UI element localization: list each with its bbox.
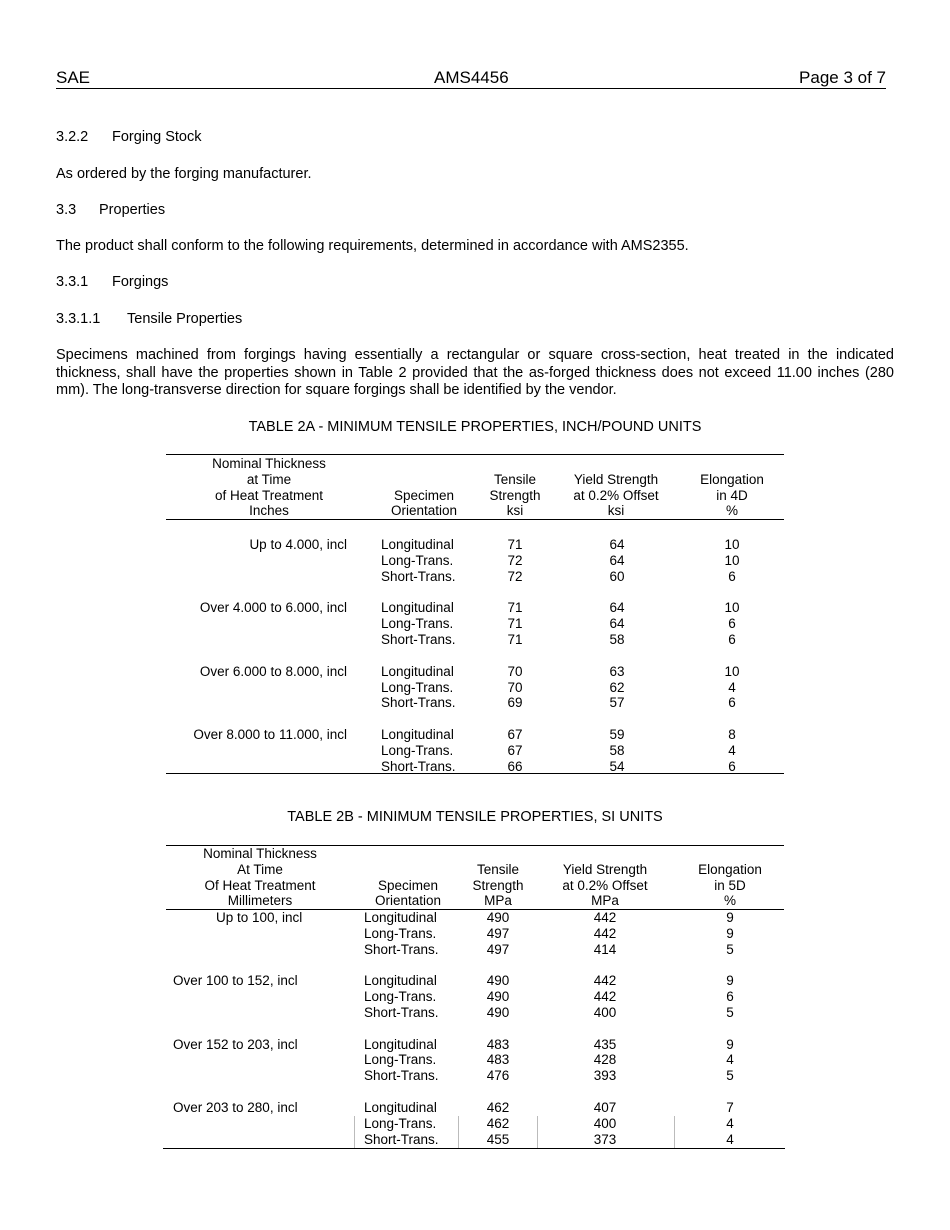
tensile-strength-cell: 67 (507, 743, 523, 758)
column-header-0 (180, 846, 340, 909)
column-header-line: at 0.2% Offset (562, 877, 648, 893)
column-header-line: Strength (489, 487, 541, 503)
elongation-cell: 4 (726, 1131, 734, 1147)
paragraph-tensile: Specimens machined from forgings having essentially a rectangular or square cross-section, heat treated in the indicated thickness, shall have the properties shown in Table 2 provided that the as-forged thickness does not exceed 11.00 inches (280 mm). The long-transverse direction for square forgings shall be identified by the vendor. (56, 347, 894, 398)
tensile-strength-cell: 476 (486, 1068, 510, 1084)
column-header-line: at Time (246, 471, 292, 487)
column-header-0 (189, 456, 349, 519)
elongation-cell: 9 (726, 910, 734, 925)
yield-strength-cell: 407 (593, 1099, 617, 1115)
yield-strength-cell: 60 (609, 568, 625, 584)
orientation-cell: Long-Trans. (364, 925, 437, 941)
column-header-3 (556, 456, 676, 519)
elongation-cell: 6 (728, 758, 736, 774)
orientation-cell: Longitudinal (381, 600, 454, 616)
thickness-range-cell: Over 6.000 to 8.000, incl (199, 663, 347, 679)
orientation-cell: Long-Trans. (364, 989, 437, 1005)
column-header-line (556, 456, 676, 472)
orientation-cell: Short-Trans. (381, 632, 456, 647)
column-separator (458, 1116, 459, 1148)
orientation-cell: Long-Trans. (381, 679, 454, 695)
tensile-strength-cell: 455 (486, 1131, 510, 1147)
paragraph-properties: The product shall conform to the following requirements, determined in accordance with AMS2355. (56, 238, 689, 254)
header-org: SAE (56, 68, 91, 87)
tensile-strength-cell: 66 (507, 758, 523, 774)
elongation-cell: 9 (726, 1036, 734, 1052)
tensile-strength-cell: 462 (486, 1099, 510, 1115)
tensile-strength-cell: 462 (486, 1115, 510, 1131)
thickness-range-cell: Over 203 to 280, incl (173, 1099, 298, 1115)
elongation-cell: 9 (726, 925, 734, 941)
column-header-line: Nominal Thickness (212, 456, 326, 471)
elongation-cell: 4 (728, 743, 736, 758)
tensile-strength-cell: 70 (507, 663, 523, 679)
section-heading-3-3-1-1 (56, 311, 242, 328)
yield-strength-cell: 442 (593, 989, 617, 1005)
thickness-range-cell: Over 4.000 to 6.000, incl (199, 600, 347, 616)
orientation-cell: Long-Trans. (364, 1115, 437, 1131)
table-2a-caption: TABLE 2A - MINIMUM TENSILE PROPERTIES, INCH/POUND UNITS (248, 419, 702, 435)
column-header-line: Yield Strength (573, 471, 659, 487)
elongation-cell: 6 (728, 695, 736, 711)
column-separator (354, 1116, 355, 1148)
section-heading-3-3-1 (56, 274, 168, 291)
elongation-cell: 4 (726, 1052, 734, 1068)
yield-strength-cell: 442 (593, 910, 617, 925)
section-number: 3.2.2 (56, 129, 89, 145)
orientation-cell: Longitudinal (381, 663, 454, 679)
yield-strength-cell: 414 (593, 941, 617, 957)
column-header-line (670, 846, 790, 862)
column-header-line: Of Heat Treatment (204, 877, 316, 893)
orientation-cell: Long-Trans. (381, 616, 454, 632)
elongation-cell: 9 (726, 973, 734, 989)
yield-strength-cell: 400 (593, 1004, 617, 1020)
column-header-line (458, 846, 538, 862)
column-header-line (672, 456, 792, 472)
tensile-strength-cell: 483 (486, 1036, 510, 1052)
column-header-line (372, 456, 476, 472)
orientation-cell: Short-Trans. (364, 1131, 439, 1147)
elongation-cell: 5 (726, 941, 734, 957)
orientation-cell: Short-Trans. (381, 758, 456, 774)
column-header-line: Elongation (698, 861, 762, 877)
table-2b-caption: TABLE 2B - MINIMUM TENSILE PROPERTIES, SI UNITS (287, 809, 663, 825)
tensile-strength-cell: 67 (507, 727, 523, 743)
column-header-line: of Heat Treatment (214, 487, 324, 503)
column-header-line: Yield Strength (562, 861, 648, 877)
tensile-strength-cell: 70 (507, 679, 523, 695)
column-header-line: MPa (591, 893, 619, 909)
table-2b-bottom-rule (163, 1148, 785, 1149)
elongation-cell: 10 (724, 552, 740, 568)
elongation-cell: 5 (726, 1004, 734, 1020)
yield-strength-cell: 435 (593, 1036, 617, 1052)
elongation-cell: 5 (726, 1068, 734, 1084)
table-2a (0, 456, 950, 774)
orientation-cell: Longitudinal (364, 1099, 437, 1115)
column-header-line: MPa (484, 893, 512, 909)
column-header-line: Specimen (377, 877, 439, 893)
elongation-cell: 10 (724, 663, 740, 679)
column-separator (537, 1116, 538, 1148)
column-header-2 (475, 456, 555, 519)
column-header-line: Specimen (393, 487, 455, 503)
yield-strength-cell: 400 (593, 1115, 617, 1131)
orientation-cell: Short-Trans. (364, 1068, 439, 1084)
yield-strength-cell: 59 (609, 727, 625, 743)
orientation-cell: Longitudinal (364, 1036, 437, 1052)
section-heading-3-3 (56, 202, 165, 219)
elongation-cell: 10 (724, 537, 740, 552)
yield-strength-cell: 58 (609, 743, 625, 758)
column-header-line: % (723, 893, 736, 909)
column-header-line: Elongation (700, 471, 764, 487)
elongation-cell: 8 (728, 727, 736, 743)
page-header (56, 68, 886, 89)
column-header-2 (458, 846, 538, 909)
column-header-line: Inches (249, 503, 289, 519)
table-2b (0, 846, 950, 1148)
orientation-cell: Long-Trans. (381, 552, 454, 568)
tensile-strength-cell: 490 (486, 1004, 510, 1020)
header-page-number: Page 3 of 7 (799, 68, 886, 87)
thickness-range-cell: Over 152 to 203, incl (173, 1036, 298, 1052)
column-header-line (475, 456, 555, 472)
yield-strength-cell: 373 (593, 1131, 617, 1147)
orientation-cell: Short-Trans. (364, 1004, 439, 1020)
column-separator (674, 1116, 675, 1148)
column-header-line (545, 846, 665, 862)
tensile-strength-cell: 72 (507, 568, 523, 584)
column-header-line: ksi (506, 503, 524, 519)
column-header-4 (670, 846, 790, 909)
tensile-strength-cell: 490 (486, 989, 510, 1005)
column-header-line: Tensile (476, 861, 520, 877)
elongation-cell: 6 (728, 568, 736, 584)
tensile-strength-cell: 497 (486, 925, 510, 941)
yield-strength-cell: 393 (593, 1068, 617, 1084)
tensile-strength-cell: 483 (486, 1052, 510, 1068)
column-header-line (356, 862, 460, 878)
orientation-cell: Longitudinal (381, 537, 454, 552)
column-header-line: Orientation (374, 893, 442, 909)
tensile-strength-cell: 72 (507, 552, 523, 568)
column-header-line: % (725, 503, 738, 519)
column-header-line: Strength (472, 877, 524, 893)
column-header-line (372, 472, 476, 488)
orientation-cell: Long-Trans. (364, 1052, 437, 1068)
column-header-line (356, 846, 460, 862)
tensile-strength-cell: 71 (507, 616, 523, 632)
column-header-line: ksi (607, 503, 625, 519)
yield-strength-cell: 58 (609, 632, 625, 647)
yield-strength-cell: 64 (609, 616, 625, 632)
column-header-line: in 4D (716, 487, 748, 503)
column-header-line: Tensile (493, 471, 537, 487)
yield-strength-cell: 54 (609, 758, 625, 774)
tensile-strength-cell: 71 (507, 600, 523, 616)
elongation-cell: 10 (724, 600, 740, 616)
column-header-line: at 0.2% Offset (573, 487, 659, 503)
yield-strength-cell: 62 (609, 679, 625, 695)
section-title: Tensile Properties (127, 311, 243, 327)
column-header-line: Orientation (390, 503, 458, 519)
section-number: 3.3.1.1 (56, 311, 101, 327)
section-title: Forging Stock (112, 129, 202, 145)
section-title: Properties (99, 202, 166, 218)
yield-strength-cell: 57 (609, 695, 625, 711)
yield-strength-cell: 442 (593, 925, 617, 941)
orientation-cell: Longitudinal (381, 727, 454, 743)
tensile-strength-cell: 490 (486, 973, 510, 989)
elongation-cell: 7 (726, 1099, 734, 1115)
orientation-cell: Short-Trans. (381, 568, 456, 584)
column-header-line: At Time (237, 861, 283, 877)
elongation-cell: 4 (726, 1115, 734, 1131)
section-heading-3-2-2 (56, 129, 201, 146)
tensile-strength-cell: 490 (486, 910, 510, 925)
tensile-strength-cell: 71 (507, 537, 523, 552)
column-header-line: Millimeters (227, 893, 293, 909)
thickness-range-cell: Up to 4.000, incl (249, 537, 347, 552)
orientation-cell: Short-Trans. (381, 695, 456, 711)
elongation-cell: 4 (728, 679, 736, 695)
elongation-cell: 6 (728, 616, 736, 632)
elongation-cell: 6 (728, 632, 736, 647)
orientation-cell: Long-Trans. (381, 743, 454, 758)
yield-strength-cell: 64 (609, 600, 625, 616)
orientation-cell: Longitudinal (364, 910, 437, 925)
yield-strength-cell: 64 (609, 537, 625, 552)
thickness-range-cell: Over 8.000 to 11.000, incl (193, 727, 347, 743)
tensile-strength-cell: 69 (507, 695, 523, 711)
elongation-cell: 6 (726, 989, 734, 1005)
yield-strength-cell: 442 (593, 973, 617, 989)
yield-strength-cell: 428 (593, 1052, 617, 1068)
column-header-line: in 5D (714, 877, 746, 893)
column-header-1 (356, 846, 460, 909)
orientation-cell: Short-Trans. (364, 941, 439, 957)
section-title: Forgings (112, 274, 169, 290)
thickness-range-cell: Up to 100, incl (216, 910, 303, 925)
column-header-line: Nominal Thickness (203, 846, 317, 861)
table-2a-top-rule (166, 454, 784, 455)
paragraph-forging-stock: As ordered by the forging manufacturer. (56, 166, 312, 182)
section-number: 3.3.1 (56, 274, 89, 290)
tensile-strength-cell: 71 (507, 632, 523, 647)
yield-strength-cell: 63 (609, 663, 625, 679)
section-number: 3.3 (56, 202, 77, 218)
column-header-3 (545, 846, 665, 909)
header-doc-number: AMS4456 (434, 68, 509, 87)
yield-strength-cell: 64 (609, 552, 625, 568)
orientation-cell: Longitudinal (364, 973, 437, 989)
column-header-1 (372, 456, 476, 519)
column-header-4 (672, 456, 792, 519)
thickness-range-cell: Over 100 to 152, incl (173, 973, 298, 989)
tensile-strength-cell: 497 (486, 941, 510, 957)
